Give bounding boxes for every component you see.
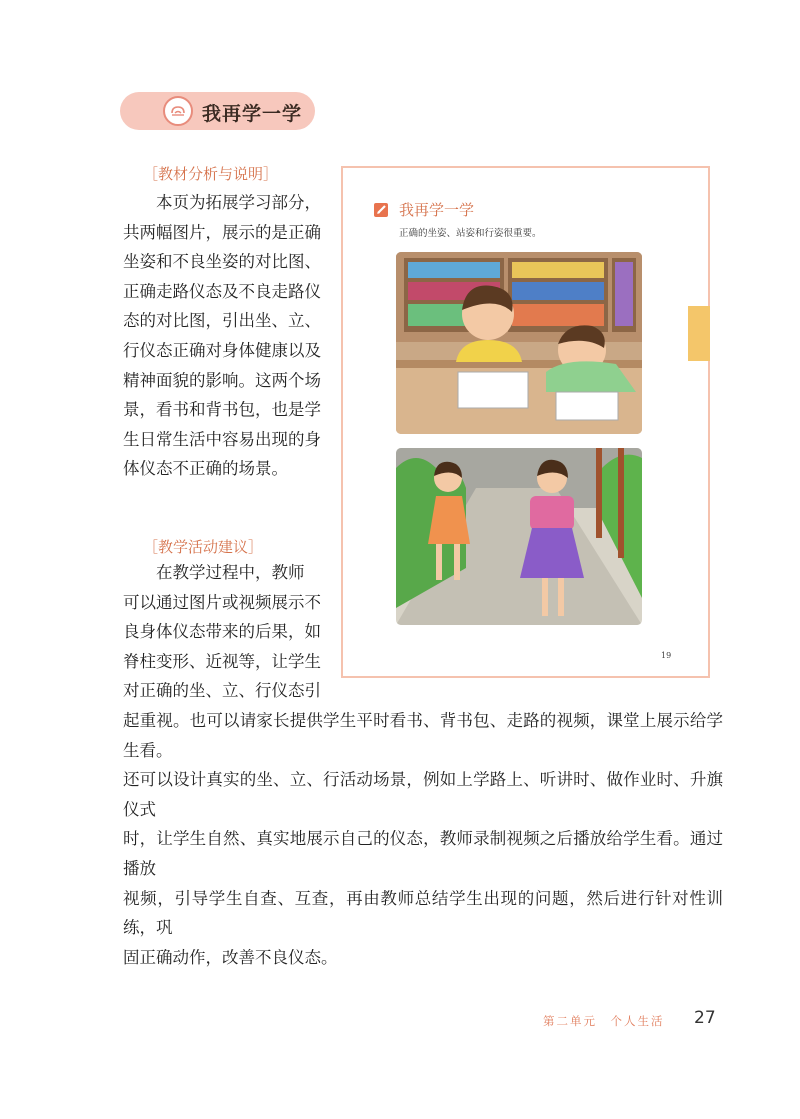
banner-title: 我再学一学 [202, 103, 303, 125]
text-line: 起重视。也可以请家长提供学生平时看书、背书包、走路的视频，课堂上展示给学生看。 [123, 711, 723, 760]
text-line: 本页为拓展学习部分， [156, 193, 321, 212]
textbook-page-number: 19 [661, 651, 672, 660]
text-line: 景，看书和背书包，也是学 [123, 400, 321, 420]
text-line: 视频，引导学生自查、互查，再由教师总结学生出现的问题，然后进行针对性训练，巩 [123, 888, 723, 938]
text-line: 对正确的坐、立、行仪态引 [123, 681, 321, 701]
text-line: 固正确动作，改善不良仪态。 [123, 947, 338, 967]
text-line: 还可以设计真实的坐、立、行活动场景，例如上学路上、听讲时、做作业时、升旗仪式 [123, 770, 723, 819]
text-line: 精神面貌的影响。这两个场 [123, 370, 321, 390]
text-line: 态的对比图，引出坐、立、 [123, 311, 321, 331]
pencil-icon [373, 201, 391, 219]
brain-icon [163, 96, 193, 126]
activity-paragraph-top [123, 558, 323, 706]
text-line: 生日常生活中容易出现的身 [123, 429, 321, 449]
footer-unit-label: 第二单元 个人生活 [543, 1014, 665, 1028]
text-line: 正确走路仪态及不良走路仪 [123, 281, 321, 301]
text-line: 行仪态正确对身体健康以及 [123, 340, 321, 360]
section-heading-analysis: ［教材分析与说明］ [143, 165, 279, 183]
text-line: 坐姿和不良坐姿的对比图、 [123, 252, 321, 272]
textbook-heading: 我再学一学 [399, 201, 475, 219]
section-banner [120, 92, 315, 130]
analysis-paragraph [123, 188, 323, 484]
walking-posture-illustration [396, 448, 642, 625]
text-line: 脊柱变形、近视等，让学生 [123, 651, 321, 671]
text-line: 良身体仪态带来的后果，如 [123, 622, 321, 642]
page-tab-marker [688, 306, 710, 361]
sitting-posture-illustration [396, 252, 642, 434]
text-line: 可以通过图片或视频展示不 [123, 592, 321, 612]
text-line: 共两幅图片，展示的是正确 [123, 222, 321, 242]
activity-paragraph-bottom [123, 706, 723, 972]
text-line: 体仪态不正确的场景。 [123, 459, 288, 479]
section-heading-activity: ［教学活动建议］ [143, 538, 264, 556]
textbook-page-thumbnail [341, 166, 710, 678]
footer-page-number: 27 [694, 1008, 716, 1028]
textbook-caption: 正确的坐姿、站姿和行姿很重要。 [399, 228, 542, 239]
text-line: 时，让学生自然、真实地展示自己的仪态，教师录制视频之后播放给学生看。通过播放 [123, 829, 723, 878]
text-line: 在教学过程中，教师 [156, 563, 305, 582]
